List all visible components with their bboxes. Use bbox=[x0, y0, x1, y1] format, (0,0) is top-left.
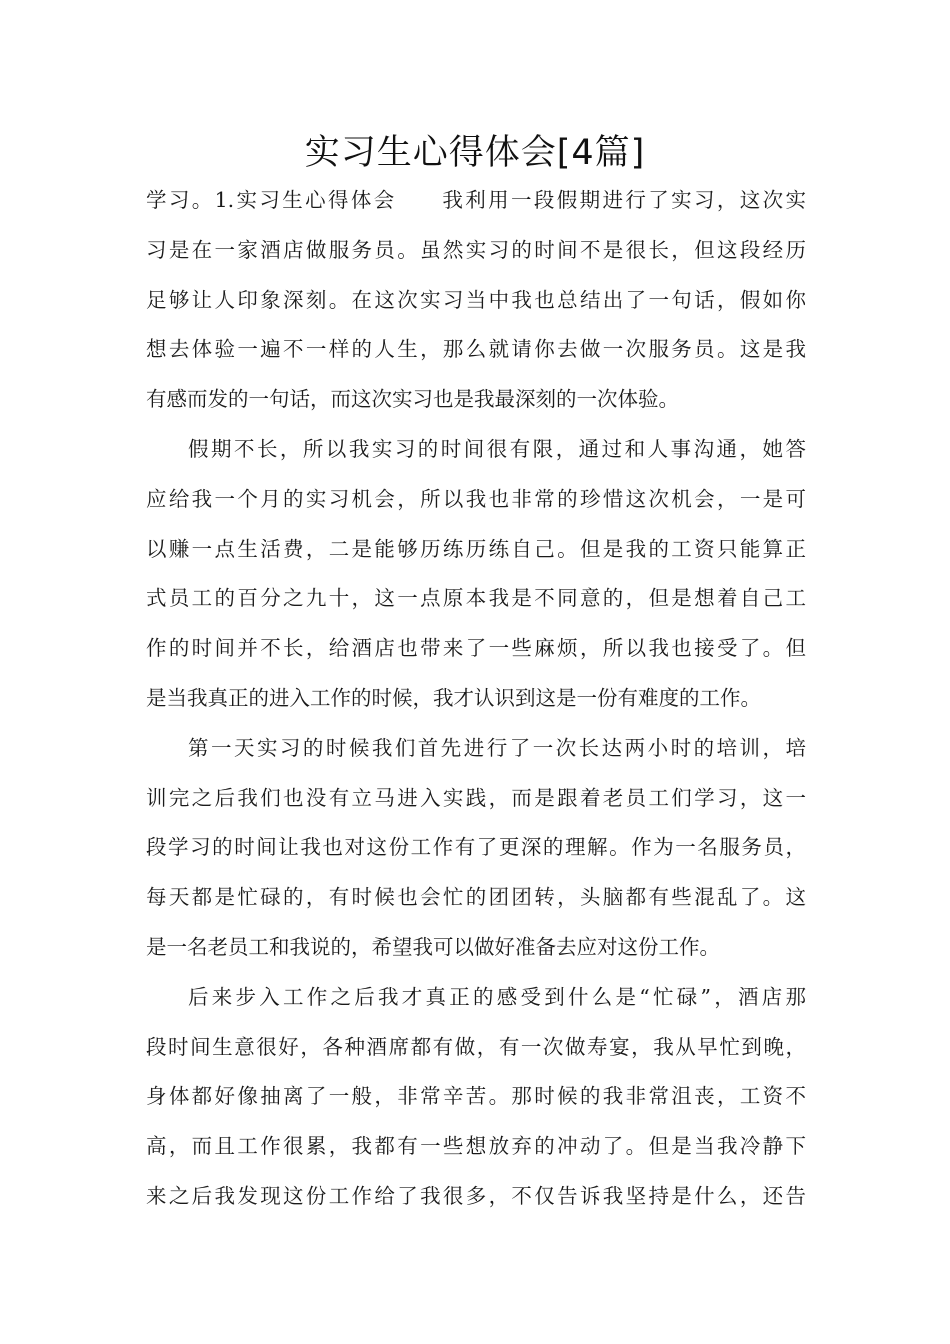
paragraph-first-line: 假期不长，所以我实习的时间很有限，通过和人事沟通，她答 bbox=[188, 436, 806, 461]
text-line: 式员工的百分之九十，这一点原本我是不同意的，但是想着自己工 bbox=[146, 586, 806, 611]
text-line: 高，而且工作很累，我都有一些想放弃的冲动了。但是当我冷静下 bbox=[146, 1134, 806, 1159]
document-body bbox=[146, 176, 806, 1222]
text-line: 以赚一点生活费，二是能够历练历练自己。但是我的工资只能算正 bbox=[146, 536, 806, 561]
document-title: 实习生心得体会[4篇] bbox=[304, 133, 646, 173]
paragraph-first-line: 后来步入工作之后我才真正的感受到什么是“忙碌”，酒店那 bbox=[188, 984, 806, 1009]
text-line: 来之后我发现这份工作给了我很多，不仅告诉我坚持是什么，还告 bbox=[146, 1183, 806, 1208]
text-line: 应给我一个月的实习机会，所以我也非常的珍惜这次机会，一是可 bbox=[146, 486, 806, 511]
text-line: 训完之后我们也没有立马进入实践，而是跟着老员工们学习，这一 bbox=[146, 785, 806, 810]
text-line: 是当我真正的进入工作的时候，我才认识到这是一份有难度的工作。 bbox=[146, 685, 761, 710]
text-line: 学习。1.实习生心得体会 我利用一段假期进行了实习，这次实 bbox=[146, 188, 806, 212]
text-line: 想去体验一遍不一样的人生，那么就请你去做一次服务员。这是我 bbox=[146, 337, 806, 362]
text-line: 每天都是忙碌的，有时候也会忙的团团转，头脑都有些混乱了。这 bbox=[146, 885, 806, 910]
text-line: 习是在一家酒店做服务员。虽然实习的时间不是很长，但这段经历 bbox=[146, 237, 806, 262]
text-line: 身体都好像抽离了一般，非常辛苦。那时候的我非常沮丧，工资不 bbox=[146, 1084, 806, 1109]
text-line: 有感而发的一句话，而这次实习也是我最深刻的一次体验。 bbox=[146, 387, 679, 412]
text-line: 段时间生意很好，各种酒席都有做，有一次做寿宴，我从早忙到晚， bbox=[146, 1034, 806, 1059]
text-line: 段学习的时间让我也对这份工作有了更深的理解。作为一名服务员， bbox=[146, 835, 806, 860]
text-line: 作的时间并不长，给酒店也带来了一些麻烦，所以我也接受了。但 bbox=[146, 636, 806, 661]
text-line: 足够让人印象深刻。在这次实习当中我也总结出了一句话，假如你 bbox=[146, 287, 806, 312]
paragraph-first-line: 第一天实习的时候我们首先进行了一次长达两小时的培训，培 bbox=[188, 735, 806, 760]
text-line: 是一名老员工和我说的，希望我可以做好准备去应对这份工作。 bbox=[146, 934, 720, 959]
